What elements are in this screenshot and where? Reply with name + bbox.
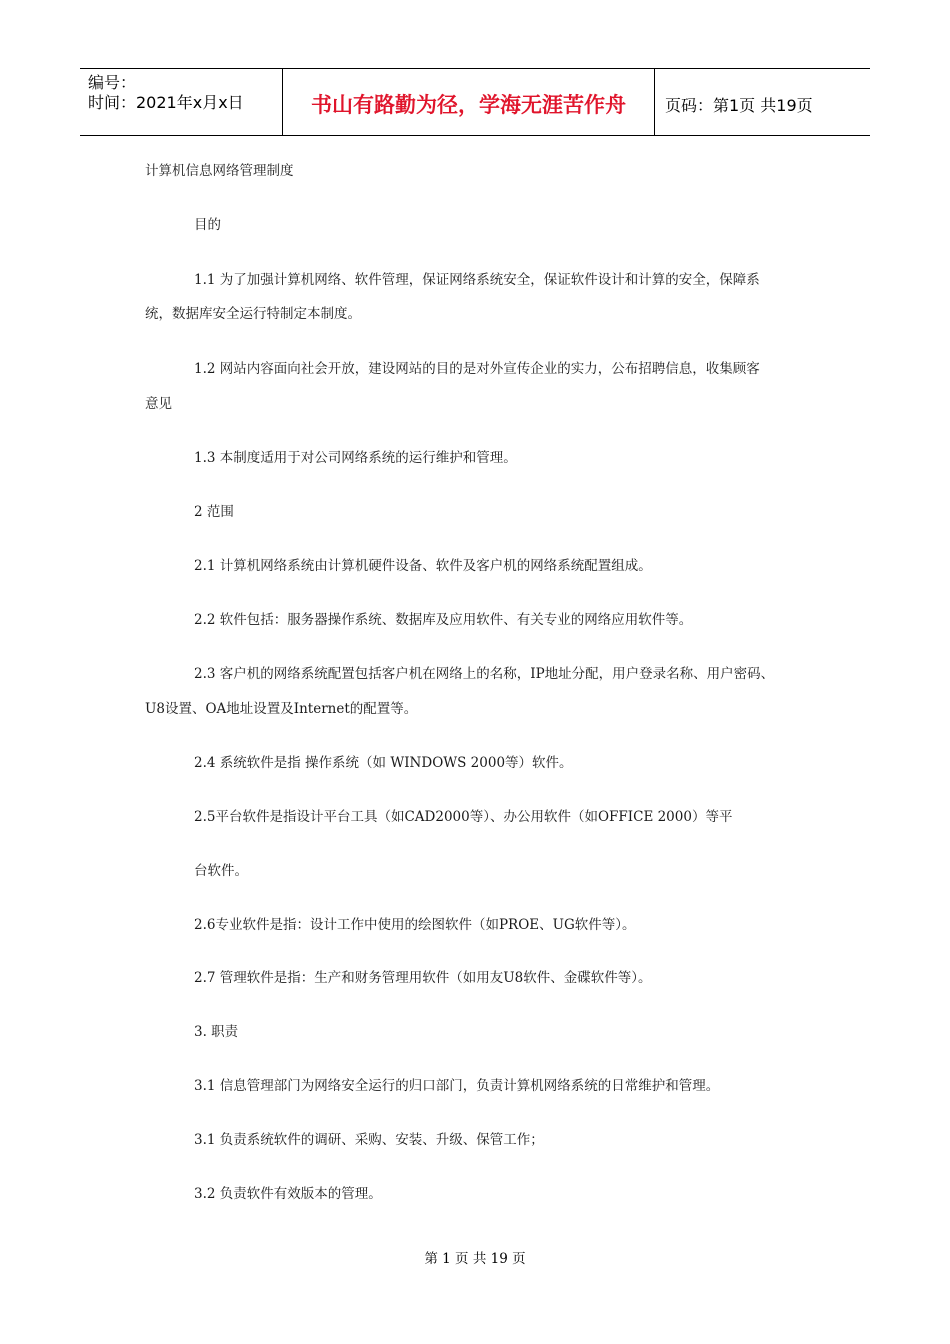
document-title: 计算机信息网络管理制度 [145, 163, 294, 179]
paragraph-line: U8设置、OA地址设置及Internet的配置等。 [145, 701, 418, 717]
paragraph-line: 2.6专业软件是指：设计工作中使用的绘图软件（如PROE、UG软件等）。 [194, 917, 636, 933]
header-page-info: 页码：第1页 共19页 [665, 95, 813, 115]
paragraph-line: 2.4 系统软件是指 操作系统（如 WINDOWS 2000等）软件。 [194, 755, 573, 771]
paragraph-line: 统，数据库安全运行特制定本制度。 [145, 306, 361, 322]
paragraph-line: 1.2 网站内容面向社会开放，建设网站的目的是对外宣传企业的实力，公布招聘信息，收集顾客 [194, 361, 760, 377]
paragraph-line: 1.1 为了加强计算机网络、软件管理，保证网络系统安全，保证软件设计和计算的安全，保障系 [194, 272, 760, 288]
paragraph-line: 2.2 软件包括：服务器操作系统、数据库及应用软件、有关专业的网络应用软件等。 [194, 612, 693, 628]
paragraph-line: 3.1 信息管理部门为网络安全运行的归口部门，负责计算机网络系统的日常维护和管理。 [194, 1078, 720, 1094]
section-heading-duties: 3. 职责 [194, 1024, 239, 1040]
number-label: 编号： [88, 73, 137, 92]
paragraph-line: 2.7 管理软件是指：生产和财务管理用软件（如用友U8软件、金碟软件等）。 [194, 970, 652, 986]
section-heading-purpose: 目的 [194, 217, 221, 233]
date-label: 时间：2021年x月x日 [88, 93, 244, 112]
header-motto: 书山有路勤为径，学海无涯苦作舟 [283, 69, 655, 135]
page-footer: 第 1 页 共 19 页 [424, 1251, 526, 1267]
page-header [80, 68, 870, 136]
paragraph-line: 3.2 负责软件有效版本的管理。 [194, 1186, 382, 1202]
paragraph-line: 2.5平台软件是指设计平台工具（如CAD2000等）、办公用软件（如OFFICE 2000）等平 [194, 809, 733, 825]
paragraph-line: 意见 [145, 396, 172, 412]
paragraph-line: 2.1 计算机网络系统由计算机硬件设备、软件及客户机的网络系统配置组成。 [194, 558, 652, 574]
section-heading-scope: 2 范围 [194, 504, 234, 520]
paragraph-line: 1.3 本制度适用于对公司网络系统的运行维护和管理。 [194, 450, 517, 466]
paragraph-line: 3.1 负责系统软件的调研、采购、安装、升级、保管工作； [194, 1132, 544, 1148]
paragraph-line: 台软件。 [194, 863, 248, 879]
paragraph-line: 2.3 客户机的网络系统配置包括客户机在网络上的名称，IP地址分配，用户登录名称、用户密码、 [194, 666, 775, 682]
header-meta [80, 69, 283, 135]
